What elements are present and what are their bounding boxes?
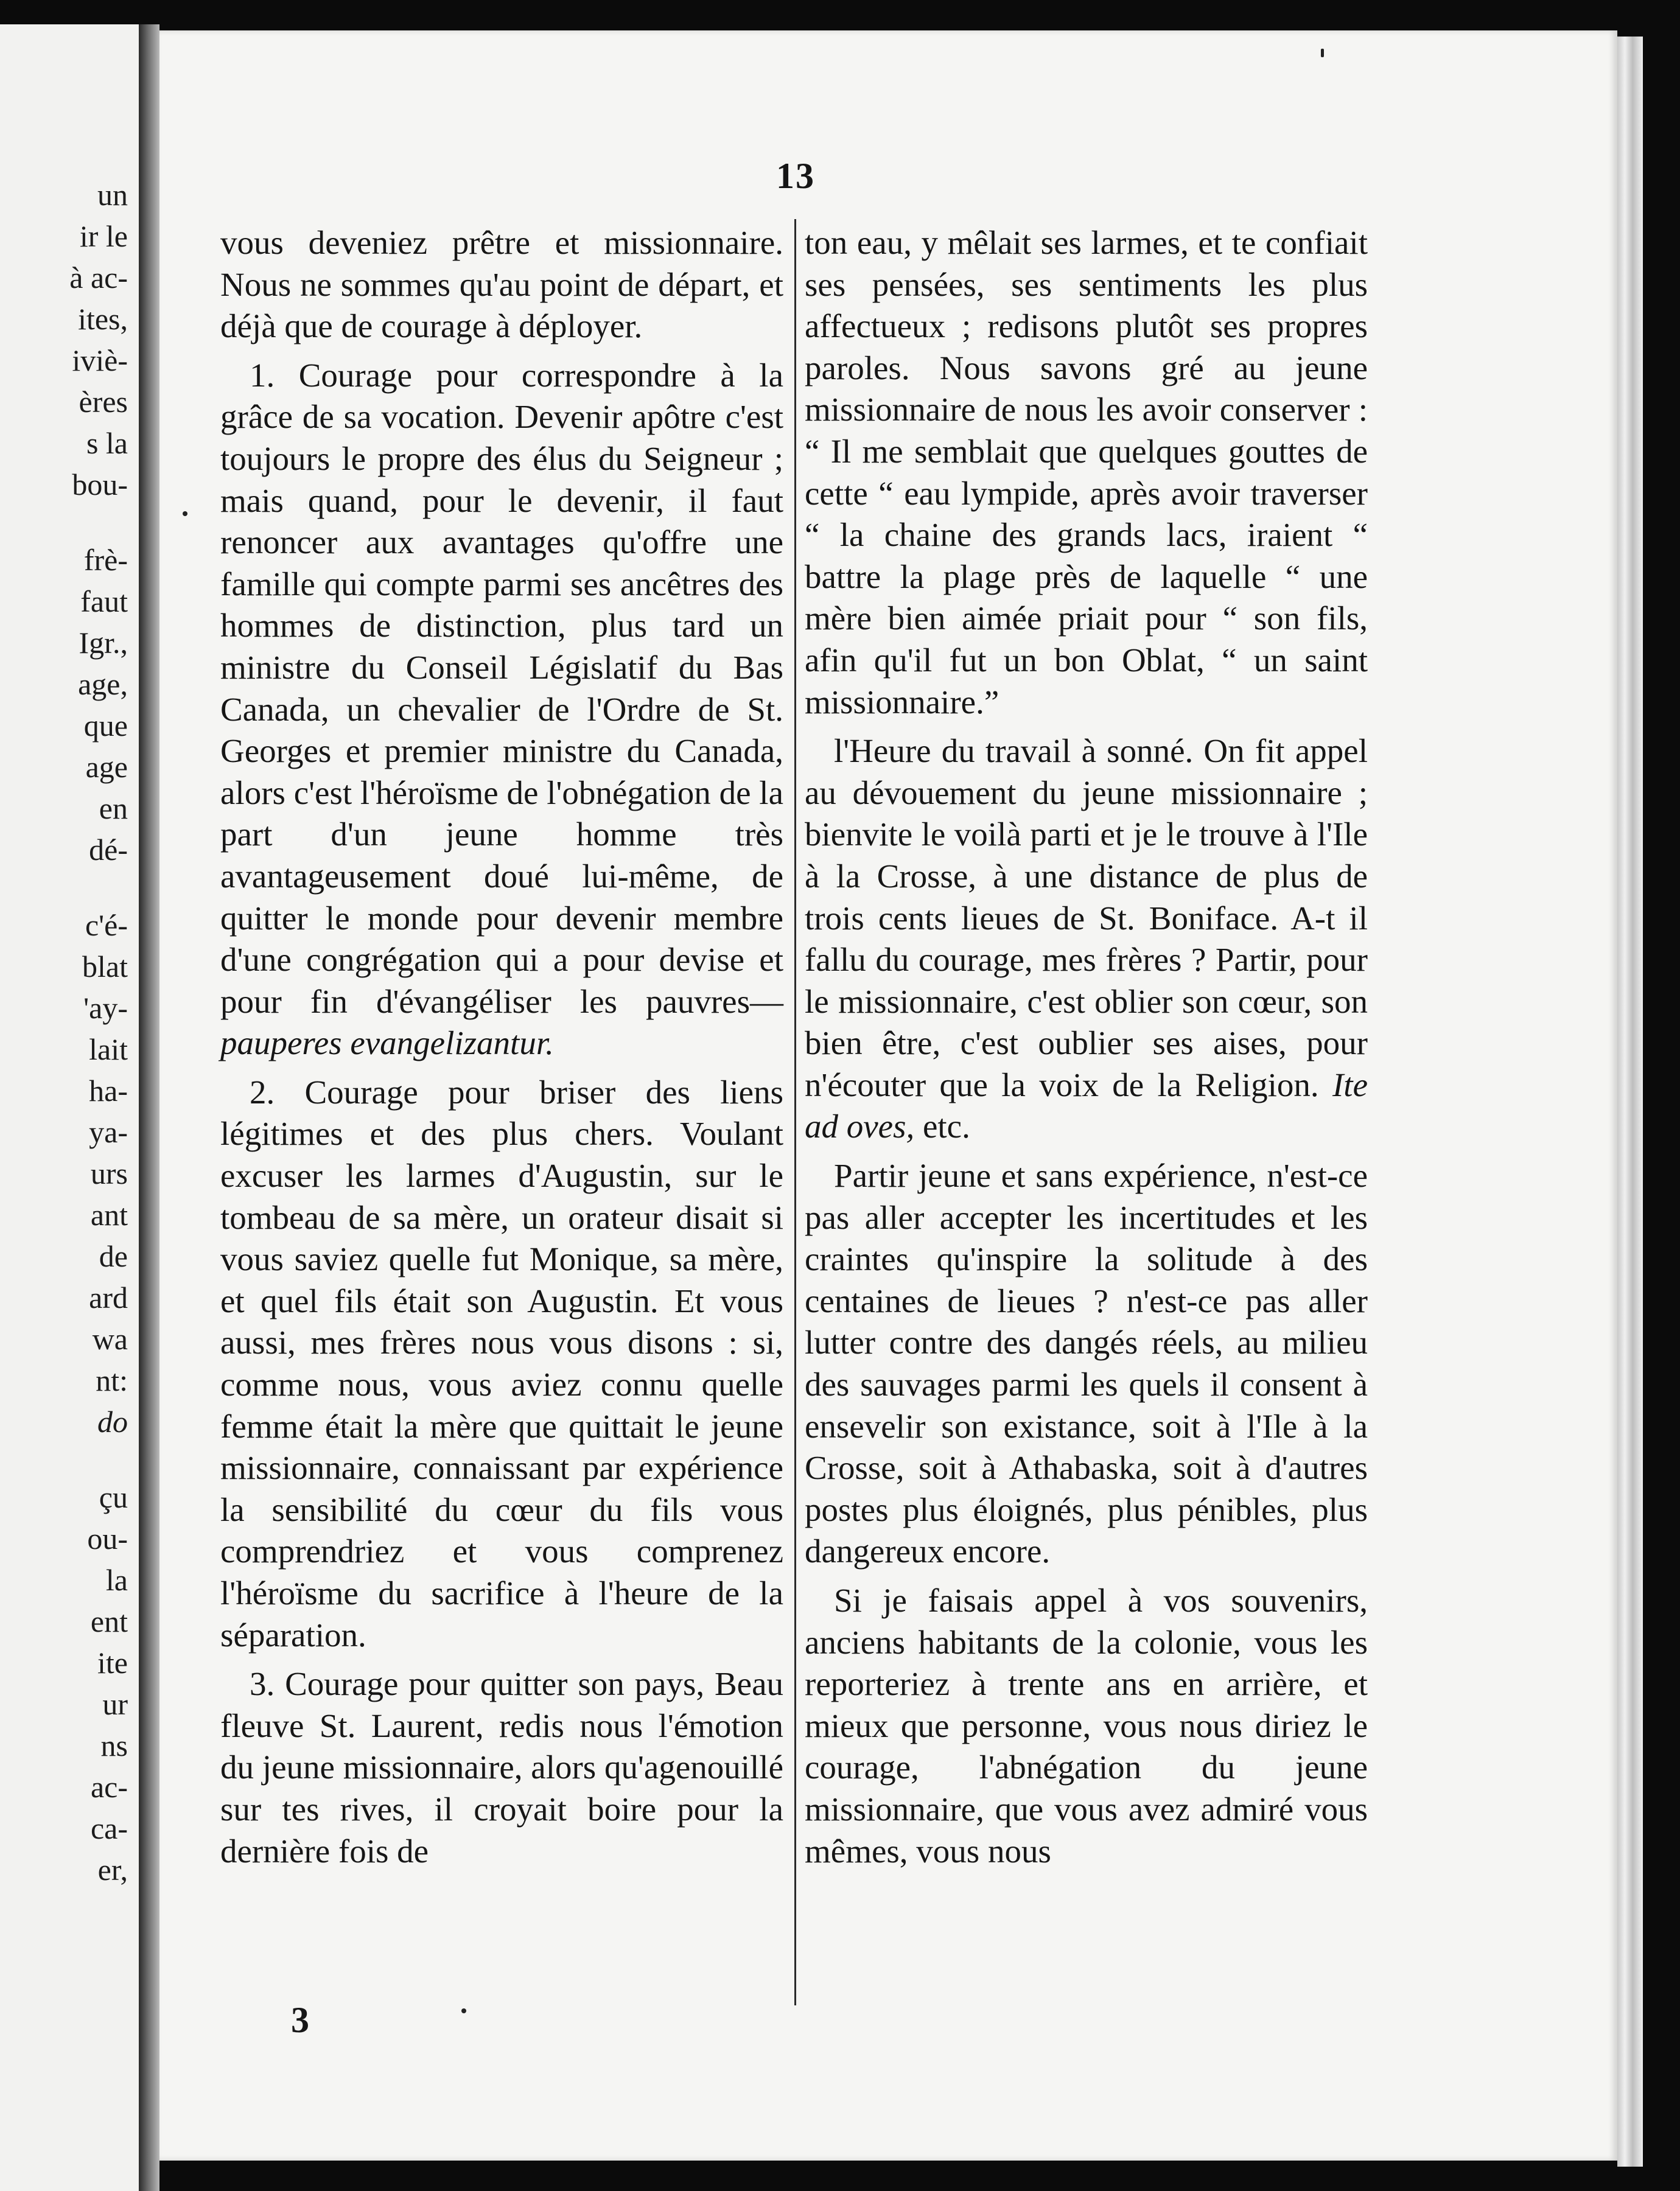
previous-page-fragment: à ac- xyxy=(69,260,128,295)
paragraph: l'Heure du travail à sonné. On fit appel au dévouement du jeune missionnaire ; bienvite le voilà parti et je le trouve à l'Ile à la Crosse, à une distance de plus de trois cents lieues de St. Boniface. A-t il fallu du courage, mes frères ? Partir, pour le missionnaire, c'est oblier son cœur, son bien être, c'est oublier ses aises, pour n'écouter que la voix de la Religion. Ite ad oves, etc. xyxy=(805,732,1368,1145)
previous-page-fragment: nt: xyxy=(96,1363,128,1397)
previous-page-fragment: ent xyxy=(90,1604,128,1638)
previous-page-fragment: ou- xyxy=(87,1522,128,1556)
latin-phrase: Ite ad oves, xyxy=(805,1066,1368,1145)
paragraph: vous deveniez prêtre et missionnaire. Nous ne sommes qu'au point de départ, et déjà que de courage à déployer. xyxy=(220,224,783,345)
paragraph: 3. Courage pour quitter son pays, Beau fleuve St. Laurent, redis nous l'émotion du jeune missionnaire, alors qu'agenouillé sur tes rives, il croyait boire pour la dernière fois de xyxy=(220,1665,783,1870)
previous-page-fragment: ur xyxy=(102,1687,128,1721)
ink-speck xyxy=(461,2008,466,2013)
previous-page-fragment: blat xyxy=(82,949,128,984)
previous-page-fragment: ard xyxy=(89,1281,128,1315)
previous-page-fragment: s la xyxy=(86,426,128,460)
previous-page-fragment: de xyxy=(99,1239,128,1273)
paragraph: 2. Courage pour briser des liens légitimes et des plus chers. Voulant excuser les larmes d'Augustin, sur le tombeau de sa mère, un orateur disait si vous saviez quelle fut Monique, sa mère, et quel fils était son Augustin. Et vous aussi, mes frères nous vous disons : si, comme nous, vous aviez connu quelle femme était la mère que quittait le jeune missionnaire, connaissant par expérience la sensibilité du cœur du fils vous comprendriez et vous comprenez l'héroïsme du sacrifice à l'heure de la séparation. xyxy=(220,1073,783,1654)
previous-page-fragment: age, xyxy=(78,667,128,701)
previous-page-fragment: frè- xyxy=(83,543,128,577)
latin-phrase: pauperes evangelizantur. xyxy=(220,1024,554,1062)
previous-page-fragment: wa xyxy=(92,1322,128,1356)
previous-page-fragment: un xyxy=(97,178,128,212)
previous-page-fragment: ites, xyxy=(78,302,128,336)
previous-page-fragment: la xyxy=(105,1563,128,1597)
paragraph: Partir jeune et sans expérience, n'est-ce pas aller accepter les incertitudes et les craintes qu'inspire la solitude à des centaines de lieues ? n'est-ce pas aller lutter contre des dangés réels, au milieu des sauvages parmi les quels il consent à ensevelir son existance, soit à l'Ile à la Crosse, soit à Athabaska, soit à d'autres postes plus éloignés, plus pénibles, plus dangereux encore. xyxy=(805,1157,1368,1570)
scan-border xyxy=(1643,37,1680,2191)
previous-page-fragment: dé- xyxy=(89,833,128,867)
previous-page-fragment: ères xyxy=(79,385,128,419)
previous-page-fragment: ir le xyxy=(79,219,128,253)
previous-page-fragment: ya- xyxy=(89,1115,128,1149)
previous-page-fragment: ns xyxy=(100,1728,128,1763)
previous-page-fragment: iviè- xyxy=(72,343,128,377)
paragraph: Si je faisais appel à vos souvenirs, anciens habitants de la colonie, vous les reporteriez à trente ans en arrière, et mieux que personne, vous nous diriez le courage, l'abnégation du jeune missionnaire, que vous avez admiré vous mêmes, vous nous xyxy=(805,1582,1368,1870)
book-gutter xyxy=(139,24,159,2191)
previous-page-fragment: ac- xyxy=(90,1770,128,1804)
previous-page-fragment: 'ay- xyxy=(83,991,128,1025)
ink-speck xyxy=(1321,49,1324,57)
previous-page-fragment: urs xyxy=(90,1156,128,1190)
previous-page-fragment: çu xyxy=(99,1480,128,1514)
page-number: 13 xyxy=(776,156,815,196)
ink-speck xyxy=(183,511,187,516)
column-divider xyxy=(794,219,796,2005)
previous-page-fragment: ca- xyxy=(90,1811,128,1845)
previous-page xyxy=(0,24,139,2191)
paragraph: ton eau, y mêlait ses larmes, et te confiait ses pensées, ses sentiments les plus affectueux ; redisons plutôt ses propres paroles. Nous savons gré au jeune missionnaire de nous les avoir conserver : “ Il me semblait que quelques gouttes de cette “ eau lympide, après avoir traverser “ la chaine des grands lacs, iraient “ battre la plage près de laquelle “ une mère bien aimée priait pour “ son fils, afin qu'il fut un bon Oblat, “ un saint missionnaire.” xyxy=(805,224,1368,721)
previous-page-fragment: ha- xyxy=(89,1074,128,1108)
previous-page-fragment: Igr., xyxy=(79,626,128,660)
previous-page-fragment: age xyxy=(85,750,128,784)
paragraph: 1. Courage pour correspondre à la grâce de sa vocation. Devenir apôtre c'est toujours le propre des élus du Seigneur ; mais quand, pour le devenir, il faut renoncer aux avantages qu'offre une famille qui compte parmi ses ancêtres des hommes de distinction, plus tard un ministre du Conseil Législatif du Bas Canada, un chevalier de l'Ordre de St. Georges et premier ministre du Canada, alors c'est l'héroïsme de l'obnégation de la part d'un jeune homme très avantageusement doué lui-même, de quitter le monde pour devenir membre d'une congrégation qui a pour devise et pour fin d'évangéliser les pauvres—pauperes evangelizantur. xyxy=(220,356,783,1062)
page-edge xyxy=(1617,37,1643,2167)
right-column xyxy=(805,222,1368,1872)
previous-page-fragment: en xyxy=(99,791,128,825)
previous-page-fragment: c'é- xyxy=(85,908,128,942)
previous-page-fragment: er, xyxy=(97,1853,128,1887)
previous-page-fragment: do xyxy=(97,1405,128,1439)
previous-page-fragment: bou- xyxy=(72,467,128,501)
previous-page-fragment: ite xyxy=(97,1646,128,1680)
previous-page-fragment: lait xyxy=(89,1032,128,1066)
signature-mark: 3 xyxy=(291,2000,309,2040)
previous-page-fragment: ant xyxy=(90,1198,128,1232)
left-column xyxy=(220,222,783,1872)
previous-page-fragment: que xyxy=(83,708,128,743)
previous-page-fragment: faut xyxy=(80,584,128,618)
